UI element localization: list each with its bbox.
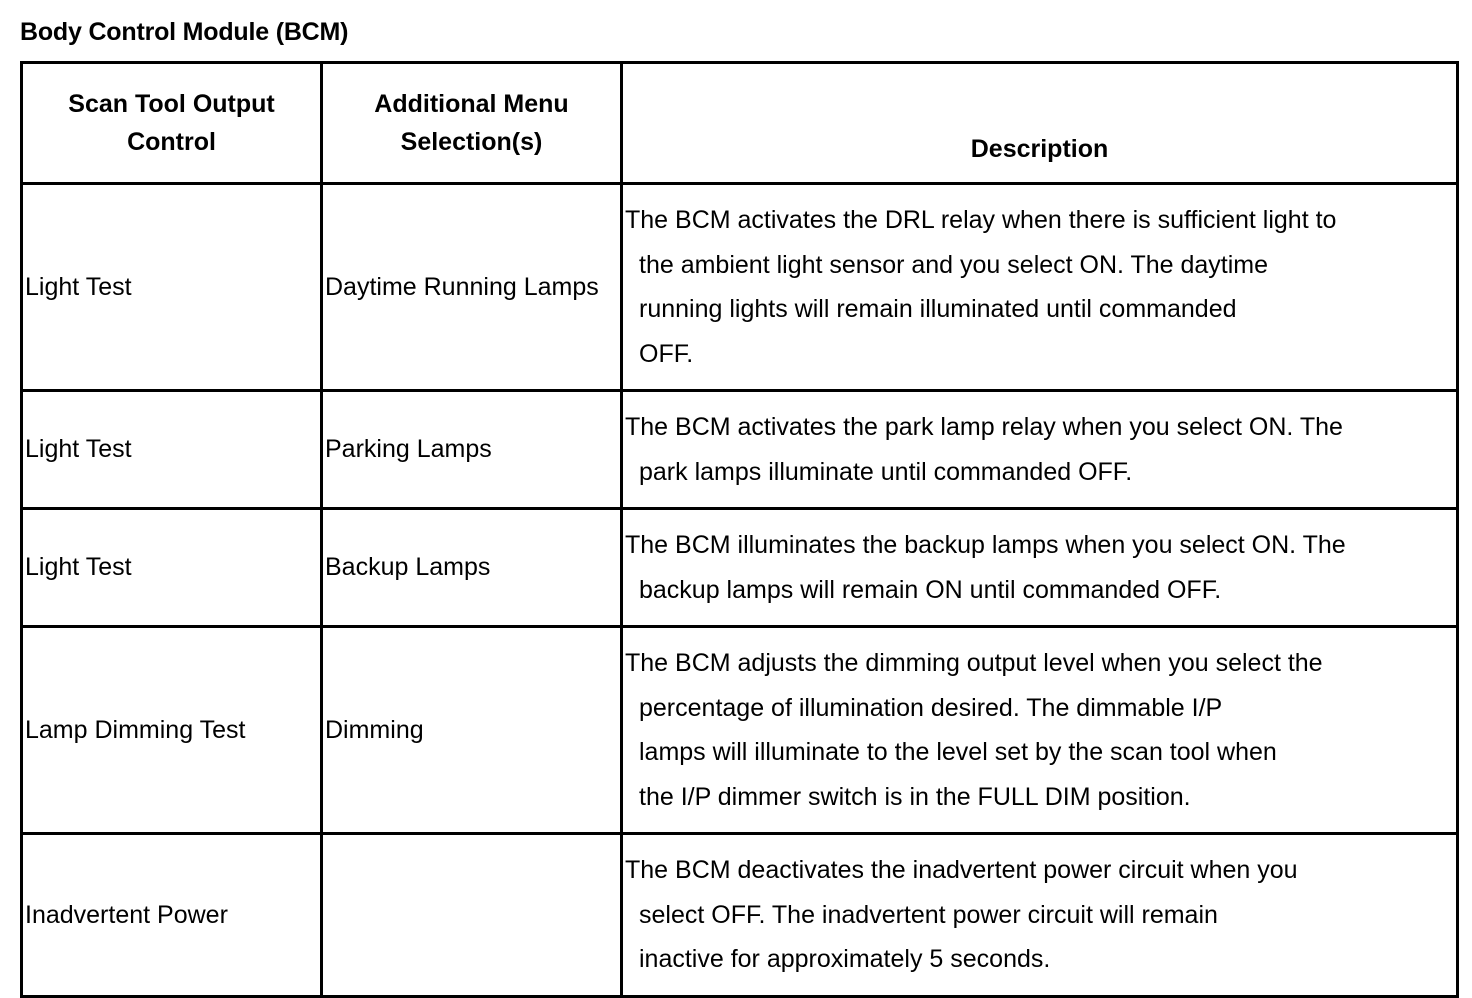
control-cell: [22, 834, 322, 997]
description-cell: [622, 627, 1458, 834]
table-row: [22, 184, 1458, 391]
header-text: Control: [127, 128, 216, 156]
description-line: lamps will illuminate to the level set by the scan tool when: [639, 738, 1277, 766]
selection-text: Daytime Running Lamps: [325, 272, 599, 301]
header-text: Additional Menu: [374, 90, 569, 118]
selection-cell: [322, 391, 622, 509]
description-line: The BCM adjusts the dimming output level when you select the: [625, 649, 1323, 677]
header-scan-tool-output-control: [22, 63, 322, 184]
description-line: select OFF. The inadvertent power circuit will remain: [639, 900, 1218, 929]
control-cell: [22, 391, 322, 509]
description-line: percentage of illumination desired. The dimmable I/P: [639, 693, 1223, 722]
selection-cell: [322, 627, 622, 834]
description-line: The BCM illuminates the backup lamps when you select ON. The: [625, 531, 1346, 559]
description-line: The BCM activates the park lamp relay when you select ON. The: [625, 413, 1343, 441]
description-line: the ambient light sensor and you select ON. The daytime: [639, 250, 1269, 279]
description-line: The BCM deactivates the inadvertent power circuit when you: [625, 856, 1298, 885]
selection-text: Parking Lamps: [325, 435, 492, 464]
header-text: Selection(s): [400, 128, 543, 156]
bcm-output-control-table: [20, 61, 1459, 998]
description-cell: [622, 184, 1458, 391]
description-line: the I/P dimmer switch is in the FULL DIM position.: [639, 782, 1191, 811]
table-row: [22, 509, 1458, 627]
header-additional-menu-selections: [322, 63, 622, 184]
table-row: [22, 834, 1458, 997]
page-title: Body Control Module (BCM): [20, 18, 349, 46]
control-text: Light Test: [25, 435, 132, 464]
description-cell: [622, 391, 1458, 509]
description-line: OFF.: [639, 339, 694, 368]
header-text: Scan Tool Output: [68, 90, 275, 118]
description-line: inactive for approximately 5 seconds.: [639, 945, 1051, 974]
table-row: [22, 627, 1458, 834]
table-row: [22, 391, 1458, 509]
selection-text: Dimming: [325, 715, 424, 744]
control-text: Light Test: [25, 553, 132, 582]
header-description: [622, 63, 1458, 184]
header-text: Description: [970, 135, 1109, 163]
description-line: running lights will remain illuminated until commanded: [639, 295, 1237, 323]
description-line: backup lamps will remain ON until commanded OFF.: [639, 575, 1222, 604]
selection-cell: [322, 834, 622, 997]
control-cell: [22, 509, 322, 627]
control-cell: [22, 627, 322, 834]
control-text: Lamp Dimming Test: [25, 715, 246, 744]
description-line: park lamps illuminate until commanded OFF.: [639, 457, 1133, 486]
control-cell: [22, 184, 322, 391]
selection-cell: [322, 509, 622, 627]
control-text: Light Test: [25, 272, 132, 301]
selection-cell: [322, 184, 622, 391]
description-cell: [622, 509, 1458, 627]
description-line: The BCM activates the DRL relay when there is sufficient light to: [625, 206, 1337, 234]
table-header-row: [22, 63, 1458, 184]
selection-text: Backup Lamps: [325, 553, 491, 582]
control-text: Inadvertent Power: [25, 900, 228, 929]
description-cell: [622, 834, 1458, 997]
